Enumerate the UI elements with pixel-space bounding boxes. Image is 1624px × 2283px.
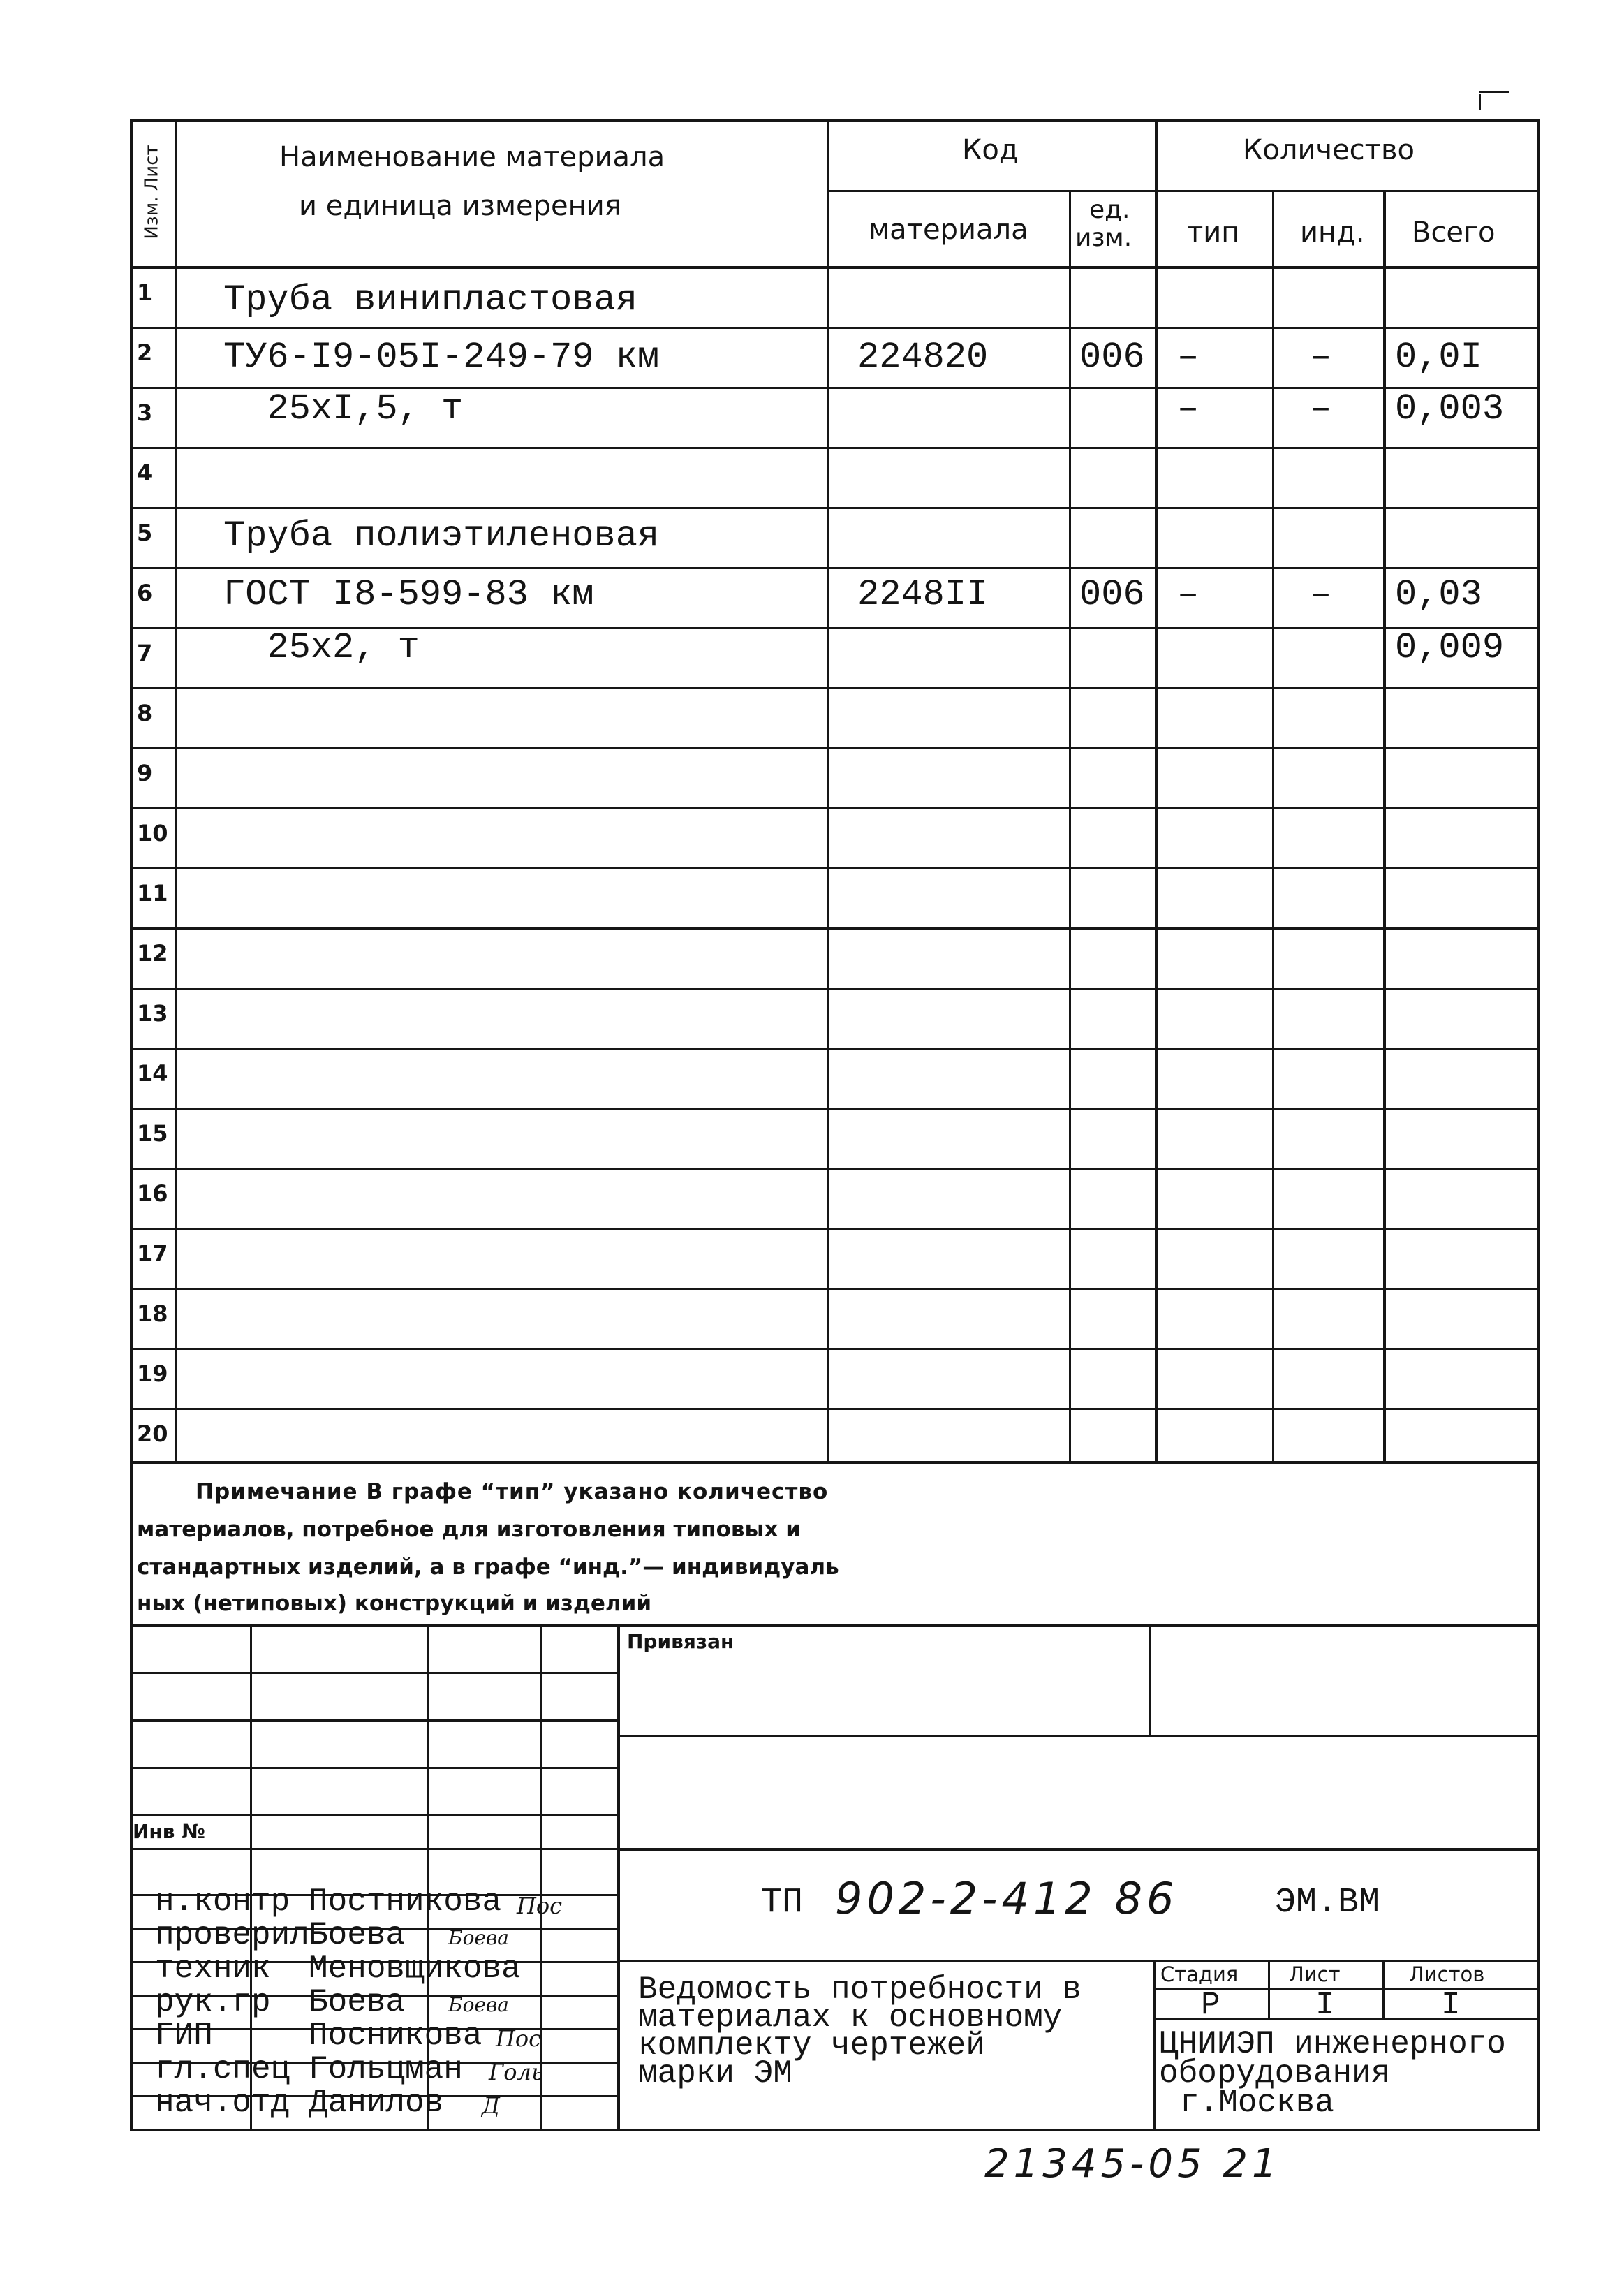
role-name: Постникова <box>309 1884 502 1920</box>
inv-no-label: Инв № <box>133 1820 205 1843</box>
row-name: 25xI,5, т <box>223 388 464 430</box>
organization-line: ЦНИИЭП инженерного <box>1159 2026 1506 2062</box>
stage-value: Р <box>1201 1987 1220 2023</box>
row-number: 13 <box>137 1000 168 1027</box>
role-label: проверил <box>155 1917 309 1953</box>
row-ind: – <box>1310 337 1332 378</box>
description-line: материалах к основному <box>638 1999 1063 2036</box>
row-ind: – <box>1310 388 1332 430</box>
signature: Пос <box>517 1893 563 1919</box>
role-label: гл.спец <box>155 2051 290 2087</box>
role-name: Посникова <box>309 2018 482 2054</box>
side-label: Изм. Лист <box>141 145 163 240</box>
row-number: 7 <box>137 640 153 666</box>
header-ind: инд. <box>1300 216 1365 249</box>
row-unit: 006 <box>1079 574 1145 615</box>
row-name: ГОСТ I8-599-83 км <box>223 574 594 615</box>
row-number: 15 <box>137 1120 168 1147</box>
role-name: Данилов <box>309 2085 444 2121</box>
row-name: Труба полиэтиленовая <box>223 515 660 557</box>
signature: Боева <box>448 1926 509 1949</box>
scan-mark <box>1479 94 1481 110</box>
sheets-value: I <box>1441 1987 1461 2023</box>
row-number: 2 <box>137 339 153 366</box>
row-number: 6 <box>137 580 153 606</box>
header-ed: ед. <box>1089 196 1130 224</box>
description-line: марки ЭМ <box>638 2055 792 2092</box>
signature: Голь <box>489 2059 544 2085</box>
row-vsego: 0,009 <box>1395 627 1505 668</box>
row-number: 16 <box>137 1180 168 1207</box>
row-number: 5 <box>137 520 153 546</box>
row-vsego: 0,003 <box>1395 388 1505 430</box>
row-number: 18 <box>137 1300 168 1327</box>
tp-label: ТП <box>761 1883 804 1923</box>
row-code: 2248II <box>857 574 989 615</box>
note-line2: материалов, потребное для изготовления типовых и <box>137 1517 802 1542</box>
sheet-label: Лист <box>1289 1962 1341 1986</box>
row-number: 9 <box>137 760 153 786</box>
row-vsego: 0,0I <box>1395 337 1482 378</box>
note-line3: стандартных изделий, а в графе “инд.”— индивидуаль <box>137 1555 839 1580</box>
stage-label: Стадия <box>1160 1962 1239 1986</box>
header-name-line1: Наименование материала <box>279 141 665 173</box>
signature: Пос <box>496 2025 542 2052</box>
row-number: 19 <box>137 1360 168 1387</box>
row-number: 12 <box>137 940 168 967</box>
role-name: Боева <box>309 1984 406 2020</box>
tp-number: 902-2-412 86 <box>835 1873 1179 1924</box>
sheet-value: I <box>1315 1987 1335 2023</box>
sheets-label: Листов <box>1409 1962 1485 1986</box>
row-number: 20 <box>137 1421 168 1447</box>
header-kolichestvo: Количество <box>1243 134 1415 166</box>
header-tip: тип <box>1187 216 1240 249</box>
organization-line: г.Москва <box>1180 2085 1334 2121</box>
organization-line: оборудования <box>1159 2055 1391 2092</box>
row-code: 224820 <box>857 337 989 378</box>
row-tip: – <box>1177 337 1199 378</box>
note-line4: ных (нетиповых) конструкций и изделий <box>137 1591 652 1616</box>
row-number: 17 <box>137 1240 168 1267</box>
row-name: Труба винипластовая <box>223 279 637 321</box>
signature: Д <box>482 2092 501 2119</box>
description-line: комплекту чертежей <box>638 2027 985 2064</box>
role-label: нач.отд <box>155 2085 290 2121</box>
row-tip: – <box>1177 574 1199 615</box>
scan-mark <box>1479 91 1509 93</box>
row-name: 25x2, т <box>223 627 420 668</box>
row-number: 1 <box>137 279 153 306</box>
role-name: Меновщикова <box>309 1951 521 1987</box>
note-line1: Примечание В графе “тип” указано количество <box>195 1479 829 1504</box>
row-number: 3 <box>137 399 153 426</box>
privyazan-label: Привязан <box>627 1630 735 1653</box>
row-unit: 006 <box>1079 337 1145 378</box>
header-name-line2: и единица измерения <box>299 190 621 222</box>
row-ind: – <box>1310 574 1332 615</box>
row-tip: – <box>1177 388 1199 430</box>
header-kod: Код <box>962 134 1019 166</box>
footer-number: 21345-05 21 <box>984 2141 1281 2187</box>
row-number: 11 <box>137 880 168 906</box>
signature: Боева <box>448 1993 509 2016</box>
row-number: 4 <box>137 460 153 486</box>
header-izm: изм. <box>1075 223 1132 252</box>
role-label: н.контр <box>155 1884 290 1920</box>
role-name: Гольцман <box>309 2051 463 2087</box>
row-number: 8 <box>137 700 153 726</box>
row-vsego: 0,03 <box>1395 574 1482 615</box>
mark: ЭМ.ВМ <box>1275 1883 1380 1923</box>
role-label: техник <box>155 1951 271 1987</box>
row-number: 10 <box>137 820 168 846</box>
role-label: рук.гр <box>155 1984 271 2020</box>
row-number: 14 <box>137 1060 168 1087</box>
description-line: Ведомость потребности в <box>638 1972 1082 2008</box>
row-name: ТУ6-I9-05I-249-79 км <box>223 337 660 378</box>
role-name: Боева <box>309 1917 406 1953</box>
role-label: ГИП <box>155 2018 213 2054</box>
header-materiala: материала <box>869 214 1028 246</box>
header-vsego: Всего <box>1412 216 1496 249</box>
